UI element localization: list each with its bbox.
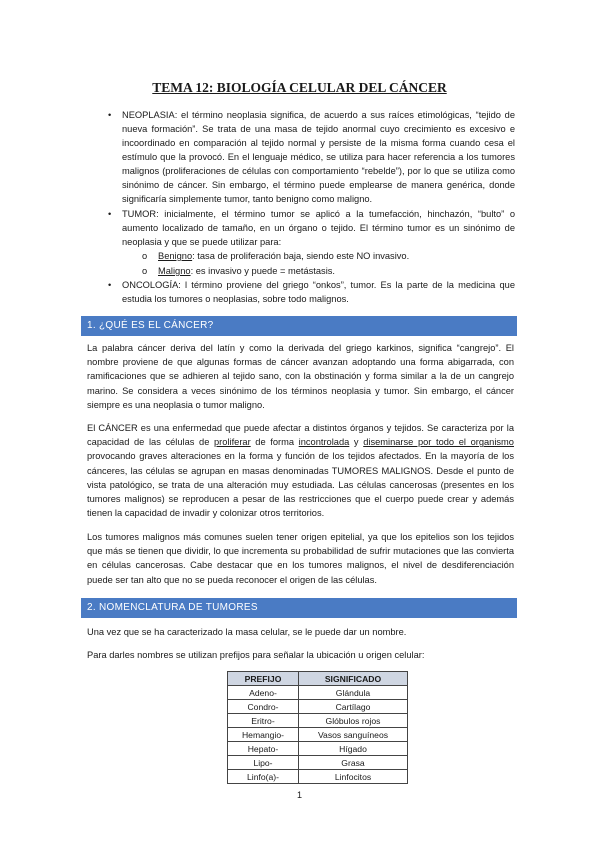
p2-underline-incontrolada: incontrolada [298,437,350,448]
table-cell-meaning: Grasa [299,756,408,770]
table-cell-meaning: Glóbulos rojos [299,714,408,728]
table-row [228,700,408,714]
neoplasia-text: el término neoplasia significa, de acuerdo a sus raíces etimológicas, “tejido de nueva formación”. Se trata de una masa de tejido anormal cuyo crecimiento es excesivo e incoordinado en comparación al tejido normal y persiste de la misma forma cuando cesa el estímulo que la provocó. En el lenguaje médico, se utiliza para hacer referencia a los tumores malignos (proliferaciones de células con comportamiento “rebelde”), por lo que se utiliza como sinónimo de cáncer. Sin embargo, el término puede emplearse de manera genérica, donde significaría simplemente tumor, tanto benigno como maligno. [122,110,515,204]
neoplasia-term: NEOPLASIA: [122,110,178,120]
table-row [228,742,408,756]
table-row [228,770,408,784]
table-row [228,686,408,700]
table-cell-meaning: Cartílago [299,700,408,714]
sub-bullet-benigno [142,249,508,263]
section2-paragraph-1: Una vez que se ha caracterizado la masa celular, se le puede dar un nombre. [87,627,407,637]
table-header-significado: SIGNIFICADO [299,672,408,686]
bullet-tumor [108,207,515,249]
sub-bullet-maligno [142,264,508,278]
table-row [228,756,408,770]
table-cell-prefix: Hepato- [228,742,299,756]
section2-paragraph-2: Para darles nombres se utilizan prefijos para señalar la ubicación u origen celular: [87,650,425,660]
p2-text-b: de forma [250,437,299,448]
section-heading-2: 2. NOMENCLATURA DE TUMORES [81,598,517,618]
table-cell-meaning: Hígado [299,742,408,756]
table-cell-prefix: Condro- [228,700,299,714]
section-heading-1: 1. ¿QUÉ ES EL CÁNCER? [81,316,517,336]
table-cell-prefix: Adeno- [228,686,299,700]
bullet-dot-icon: • [108,110,112,120]
table-cell-meaning: Vasos sanguíneos [299,728,408,742]
table-cell-prefix: Linfo(a)- [228,770,299,784]
bullet-dot-icon: • [108,209,112,219]
table-row [228,714,408,728]
table-header-prefijo: PREFIJO [228,672,299,686]
bullet-oncologia [108,278,515,306]
circle-bullet-icon: o [142,266,148,276]
table-header-row [228,672,408,686]
circle-bullet-icon: o [142,251,148,261]
tumor-text: inicialmente, el término tumor se aplicó a la tumefacción, hinchazón, “bulto” o aumento localizado de tamaño, en un órgano o tejido. El término tumor es un sinónimo de neoplasia y que se puede utilizar para: [122,209,515,247]
table-cell-prefix: Eritro- [228,714,299,728]
table-cell-prefix: Lipo- [228,756,299,770]
section1-paragraph-1: La palabra cáncer deriva del latín y como la derivada del griego karkinos, significa “cangrejo”. El nombre proviene de que algunas formas de cáncer avanzan adoptando una forma abigarrada, con ramificaciones que se adhieren al tejido sano, con la obstinación y forma similar a la de un cangrejo marino. Se considera a veces sinónimo de los términos neoplasia y tumor. Sin embargo, el cáncer siempre es una neoplasia o tumor maligno. [87,343,514,410]
page-number: 1 [296,790,302,800]
p2-text-c: y [349,437,364,448]
bullet-neoplasia [108,108,515,206]
table-cell-meaning: Glándula [299,686,408,700]
p2-text-d: provocando graves alteraciones en la forma y función de los tejidos afectados. En la mayoría de los cánceres, las células se agrupan en masas denominadas TUMORES MALIGNOS. Desde el punto de vista patológico, se trata de una alteración muy estudiada. Las células cancerosas (presentes en los tumores malignos) se reproducen a pesar de las restricciones que el cuerpo puede crear y además tienen la capacidad de invadir y colonizar otros territorios. [87,451,514,519]
prefix-table [227,671,408,784]
p2-underline-diseminarse: diseminarse por todo el organismo [363,437,514,448]
benigno-term: Benigno [158,251,193,261]
table-cell-meaning: Linfocitos [299,770,408,784]
bullet-dot-icon: • [108,280,112,290]
table-row [228,728,408,742]
table-cell-prefix: Hemangio- [228,728,299,742]
oncologia-term: ONCOLOGÍA: [122,280,181,290]
oncologia-text: l término proviene del griego “onkos”, tumor. Es la parte de la medicina que estudia los tumores o neoplasias, sobre todo malignos. [122,280,515,304]
maligno-term: Maligno [158,266,191,276]
document-title: TEMA 12: BIOLOGÍA CELULAR DEL CÁNCER [152,80,447,95]
tumor-term: TUMOR: [122,209,159,219]
p2-text-a: El CÁNCER es una enfermedad que puede afectar a distintos órganos y tejidos. Se caracteriza por la capacidad de las células de [87,423,514,448]
section1-paragraph-2 [87,421,514,520]
p2-underline-proliferar: proliferar [214,437,251,448]
benigno-text: : tasa de proliferación baja, siendo este NO invasivo. [192,251,410,261]
maligno-text: : es invasivo y puede = metástasis. [190,266,335,276]
section1-paragraph-3: Los tumores malignos más comunes suelen tener origen epitelial, ya que los epitelios son los tejidos que más se tienen que dividir, lo que incrementa su probabilidad de sufrir mutaciones que las convierta en células cancerosas. Cabe destacar que en los tumores malignos, el nivel de desdiferenciación puede ser tan alto que no se pueda reconocer el origen de las células. [87,532,514,585]
